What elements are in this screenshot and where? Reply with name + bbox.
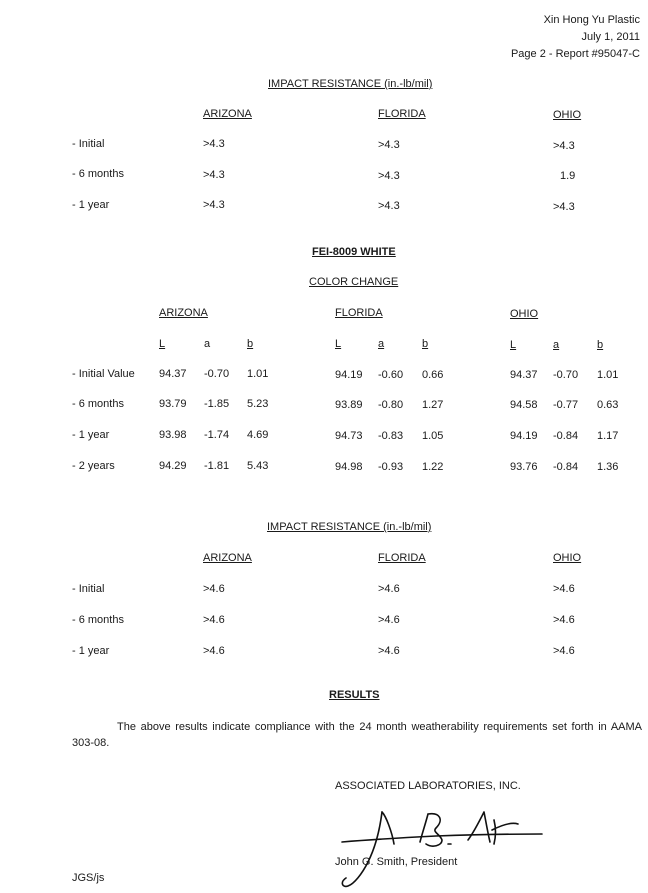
color-cell: -0.84: [553, 461, 579, 473]
color-cell: -1.85: [204, 398, 230, 410]
color-loc-arizona: ARIZONA: [159, 307, 208, 319]
color-cell: 1.36: [597, 461, 619, 473]
color-subcol-a: a: [553, 339, 560, 351]
color-cell: 94.98: [335, 461, 363, 473]
color-cell: 5.43: [247, 460, 269, 472]
impact2-row-label: - 6 months: [72, 614, 124, 626]
impact2-cell: >4.6: [203, 645, 225, 657]
color-cell: -1.81: [204, 460, 230, 472]
impact1-row-label: - Initial: [72, 138, 105, 150]
color-cell: -0.83: [378, 430, 404, 442]
impact2-cell: >4.6: [553, 583, 575, 595]
signature: [336, 806, 546, 890]
impact2-col-ohio: OHIO: [553, 552, 582, 564]
impact1-col-florida: FLORIDA: [378, 108, 426, 120]
impact2-title: IMPACT RESISTANCE (in.-lb/mil): [267, 521, 432, 533]
color-subcol-a: a: [378, 338, 385, 350]
impact1-col-arizona: ARIZONA: [203, 108, 252, 120]
color-cell: 94.37: [510, 369, 538, 381]
color-cell: -0.80: [378, 399, 404, 411]
color-cell: 94.19: [510, 430, 538, 442]
impact2-cell: >4.6: [553, 645, 575, 657]
header-company: Xin Hong Yu Plastic: [543, 14, 640, 26]
impact1-row-label: - 1 year: [72, 199, 110, 211]
color-subcol-l: L: [335, 338, 342, 350]
impact1-row-label: - 6 months: [72, 168, 124, 180]
color-cell: 0.66: [422, 369, 444, 381]
color-cell: 0.63: [597, 399, 619, 411]
color-cell: 1.01: [247, 368, 269, 380]
results-title: RESULTS: [329, 689, 380, 701]
color-cell: 94.58: [510, 399, 538, 411]
impact1-cell: >4.3: [378, 139, 400, 151]
color-cell: 93.89: [335, 399, 363, 411]
lab-name: ASSOCIATED LABORATORIES, INC.: [335, 780, 521, 792]
color-cell: 94.19: [335, 369, 363, 381]
color-cell: 5.23: [247, 398, 269, 410]
color-subcol-b: b: [422, 338, 429, 350]
color-cell: 93.76: [510, 461, 538, 473]
color-row-label: - Initial Value: [72, 368, 135, 380]
impact2-cell: >4.6: [378, 645, 400, 657]
color-cell: 94.73: [335, 430, 363, 442]
color-loc-florida: FLORIDA: [335, 307, 383, 319]
color-cell: 93.79: [159, 398, 187, 410]
color-subcol-b: b: [247, 338, 254, 350]
color-cell: -0.70: [553, 369, 579, 381]
color-cell: 1.22: [422, 461, 444, 473]
color-cell: 1.01: [597, 369, 619, 381]
color-row-label: - 1 year: [72, 429, 110, 441]
impact1-cell: >4.3: [203, 138, 225, 150]
color-cell: 94.29: [159, 460, 187, 472]
impact2-row-label: - 1 year: [72, 645, 110, 657]
color-cell: 4.69: [247, 429, 269, 441]
color-subcol-b: b: [597, 339, 604, 351]
impact1-cell: 1.9: [560, 170, 576, 182]
color-cell: -1.74: [204, 429, 230, 441]
impact1-col-ohio: OHIO: [553, 109, 582, 121]
impact1-cell: >4.3: [203, 169, 225, 181]
signer-name: John G. Smith, President: [335, 856, 458, 868]
impact1-cell: >4.3: [203, 199, 225, 211]
impact2-cell: >4.6: [378, 583, 400, 595]
color-cell: 93.98: [159, 429, 187, 441]
impact2-cell: >4.6: [378, 614, 400, 626]
color-cell: 1.17: [597, 430, 619, 442]
color-cell: 94.37: [159, 368, 187, 380]
color-subcol-l: L: [159, 338, 166, 350]
color-cell: 1.27: [422, 399, 444, 411]
impact1-cell: >4.3: [378, 200, 400, 212]
color-subcol-l: L: [510, 339, 517, 351]
header-page-ref: Page 2 - Report #95047-C: [510, 48, 640, 60]
impact1-cell: >4.3: [553, 201, 575, 213]
impact2-cell: >4.6: [553, 614, 575, 626]
impact1-title: IMPACT RESISTANCE (in.-lb/mil): [268, 78, 433, 90]
color-cell: 1.05: [422, 430, 444, 442]
impact2-cell: >4.6: [203, 583, 225, 595]
color-loc-ohio: OHIO: [510, 308, 539, 320]
impact2-row-label: - Initial: [72, 583, 105, 595]
color-cell: -0.93: [378, 461, 404, 473]
impact1-cell: >4.3: [553, 140, 575, 152]
results-text: The above results indicate compliance with the 24 month weatherability requirements set forth in AAMA 303-08.: [72, 721, 642, 749]
color-cell: -0.84: [553, 430, 579, 442]
product-name: FEI-8009 WHITE: [312, 246, 396, 258]
color-row-label: - 2 years: [72, 460, 115, 472]
color-title: COLOR CHANGE: [309, 276, 399, 288]
impact2-col-florida: FLORIDA: [378, 552, 426, 564]
color-cell: -0.70: [204, 368, 230, 380]
impact2-col-arizona: ARIZONA: [203, 552, 252, 564]
color-subcol-a: a: [204, 338, 211, 350]
initials: JGS/js: [72, 872, 105, 884]
impact1-cell: >4.3: [378, 170, 400, 182]
color-cell: -0.60: [378, 369, 404, 381]
impact2-cell: >4.6: [203, 614, 225, 626]
header-date: July 1, 2011: [581, 31, 640, 43]
color-cell: -0.77: [553, 399, 579, 411]
color-row-label: - 6 months: [72, 398, 124, 410]
